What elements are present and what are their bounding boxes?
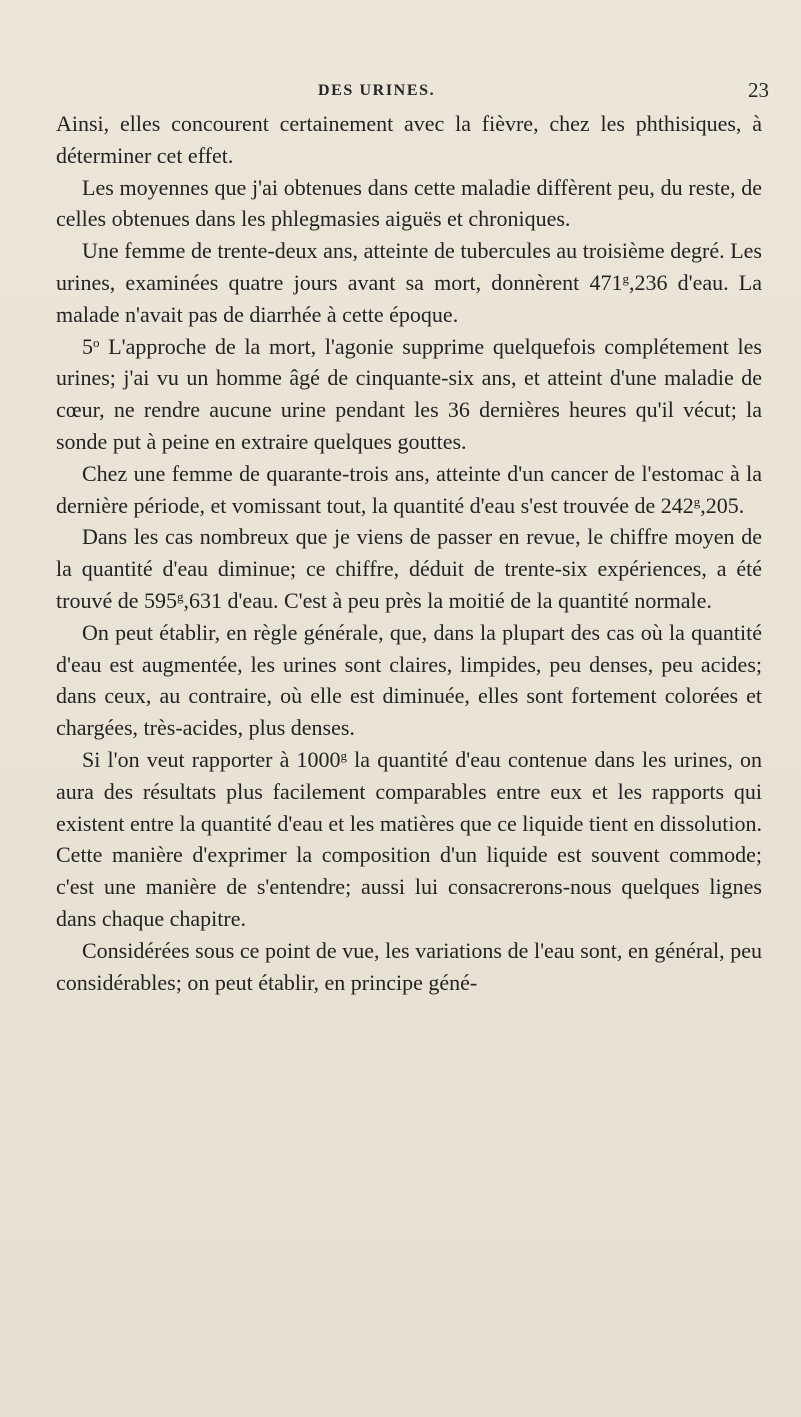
text-segment: Dans les cas nombreux que je viens de passer en revue, le chiffre moyen de la quantité d'eau diminue; ce chiffre, déduit de trente-six expériences, a été trouvé de 595 [56,524,762,613]
superscript: g [340,747,348,763]
text-segment: 5 [82,333,93,359]
text-segment: ,205. [700,492,745,518]
page-number: 23 [748,78,769,102]
superscript: g [176,588,184,604]
superscript: g [622,270,629,286]
text-segment: Considérées sous ce point de vue, les variations de l'eau sont, en général, peu considérables; on peut établir, en principe géné- [56,937,762,995]
text-segment: ,631 d'eau. C'est à peu près la moitié de la quantité normale. [183,587,712,613]
text-segment: Une femme de trente-deux ans, atteinte de tubercules au troisième degré. Les urines, examinées quatre jours avant sa mort, donnèrent 471 [56,238,762,295]
paragraph [56,331,762,458]
text-segment: Ainsi, elles concourent certainement avec la fièvre, chez les phthisiques, à déterminer cet effet. [56,111,762,168]
text-segment: Les moyennes que j'ai obtenues dans cette maladie diffèrent peu, du reste, de celles obtenues dans les phlegmasies aiguës et chroniques. [56,174,762,232]
body-text [56,108,762,998]
paragraph [56,235,762,330]
paragraph [56,172,762,236]
paragraph [56,744,762,935]
text-segment: Chez une femme de quarante-trois ans, atteinte d'un cancer de l'estomac à la dernière période, et vomissant tout, la quantité d'eau s'est trouvée de 242 [56,460,762,518]
running-head: DES URINES. [318,82,436,99]
paragraph [56,108,762,172]
superscript: o [93,334,100,350]
text-segment: Si l'on veut rapporter à 1000 [82,746,341,772]
text-segment: L'approche de la mort, l'agonie supprime quelquefois complétement les urines; j'ai vu un homme âgé de cinquante-six ans, et atteint d'une maladie de cœur, ne rendre aucune urine pendant les 36 dernières heures qu'il vécut; la sonde put à peine en extraire quelques gouttes. [56,333,762,454]
paragraph [56,935,762,999]
paragraph [56,521,762,616]
page-header [0,78,801,106]
superscript: g [693,493,701,509]
paragraph [56,458,762,522]
paragraph [56,617,762,744]
text-segment: la quantité d'eau contenue dans les urines, on aura des résultats plus facilement comparables entre eux et les rapports qui existent entre la quantité d'eau et les matières que ce liquide tient en dissolution. Cette manière d'exprimer la composition d'un liquide est souvent commode; c'est une manière de s'entendre; aussi lui consacrerons-nous quelques lignes dans chaque chapitre. [56,746,763,931]
text-segment: ,236 d'eau. La malade n'avait pas de diarrhée à cette époque. [56,269,762,327]
text-segment: On peut établir, en règle générale, que, dans la plupart des cas où la quantité d'eau est augmentée, les urines sont claires, limpides, peu denses, peu acides; dans ceux, au contraire, où elle est diminuée, elles sont fortement colorées et chargées, très-acides, plus denses. [56,619,762,741]
